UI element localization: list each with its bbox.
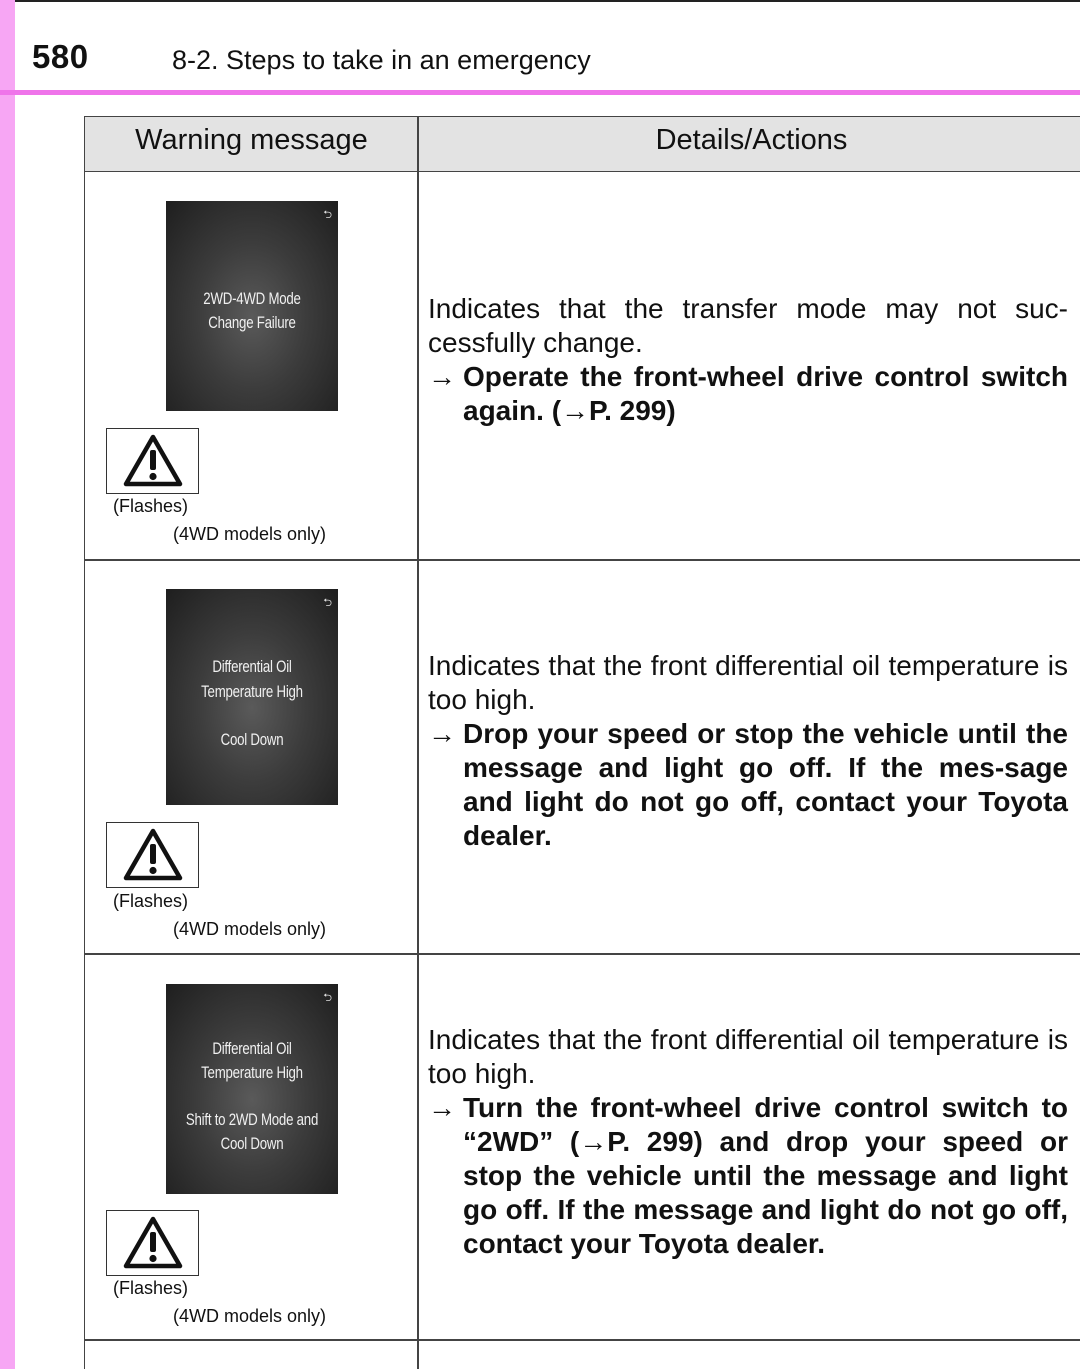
back-arrow-icon: ⮌ [323, 209, 332, 221]
display-screen [166, 984, 338, 1194]
table-row [85, 954, 1080, 1339]
back-arrow-icon: ⮌ [323, 992, 332, 1004]
page-number: 580 [32, 38, 89, 75]
action-label: Drop your speed or stop the vehicle until the message and light go off. If the mes-sage and light do not go off, contact your Toyota dealer. [463, 718, 1068, 851]
section-title: 8-2. Steps to take in an emergency [172, 45, 591, 75]
screen-line: Shift to 2WD Mode and [185, 1110, 319, 1129]
arrow-icon: → [428, 361, 456, 392]
description-text: Indicates that the transfer mode may not suc-cessfully change. [428, 293, 1068, 358]
screen-line: 2WD-4WD Mode [203, 289, 301, 308]
action-label: Operate the front-wheel drive control switch again. (→P. 299) [463, 361, 1068, 426]
table-row [85, 172, 1080, 559]
display-screen [166, 201, 338, 411]
screen-line: Change Failure [208, 313, 296, 332]
warning-triangle-icon [122, 1215, 184, 1271]
warning-light-box [106, 822, 199, 888]
arrow-icon: → [428, 1092, 456, 1123]
header-details-actions: Details/Actions [655, 124, 848, 156]
table-row [85, 560, 1080, 953]
top-rule [0, 0, 1080, 2]
description-text: Indicates that the front differential oil temperature is too high. [428, 1024, 1068, 1089]
back-arrow-icon: ⮌ [323, 597, 332, 609]
models-note: (4WD models only) [173, 1306, 327, 1326]
screen-line: Differential Oil [212, 1039, 292, 1058]
screen-line: Temperature High [201, 682, 303, 701]
action-text [428, 1091, 1068, 1261]
screen-line: Cool Down [220, 730, 284, 749]
header-divider [0, 90, 1080, 95]
table-header [85, 117, 1080, 172]
flashes-label: (Flashes) [113, 496, 189, 516]
models-note: (4WD models only) [173, 919, 327, 939]
row-divider [85, 1339, 1080, 1341]
warning-message-table [84, 116, 1080, 1369]
action-text [428, 360, 1068, 428]
details-cell [428, 649, 1068, 853]
details-cell [428, 1023, 1068, 1261]
flashes-label: (Flashes) [113, 891, 189, 911]
action-label: Turn the front-wheel drive control switch to “2WD” (→P. 299) and drop your speed or stop the vehicle until the message and light go off. If the message and light do not go off, contact your Toyota dealer. [463, 1092, 1068, 1259]
chapter-side-tab [0, 0, 15, 1369]
details-cell [428, 292, 1068, 428]
description-text: Indicates that the front differential oil temperature is too high. [428, 650, 1068, 715]
screen-line: Differential Oil [212, 657, 292, 676]
models-note: (4WD models only) [173, 524, 327, 544]
display-screen [166, 589, 338, 805]
warning-light-box [106, 428, 199, 494]
warning-triangle-icon [122, 827, 184, 883]
warning-triangle-icon [122, 433, 184, 489]
flashes-label: (Flashes) [113, 1278, 189, 1298]
screen-line: Temperature High [201, 1063, 303, 1082]
action-text [428, 717, 1068, 853]
header-warning-message: Warning message [135, 124, 368, 156]
screen-line: Cool Down [220, 1134, 284, 1153]
warning-light-box [106, 1210, 199, 1276]
arrow-icon: → [428, 718, 456, 749]
